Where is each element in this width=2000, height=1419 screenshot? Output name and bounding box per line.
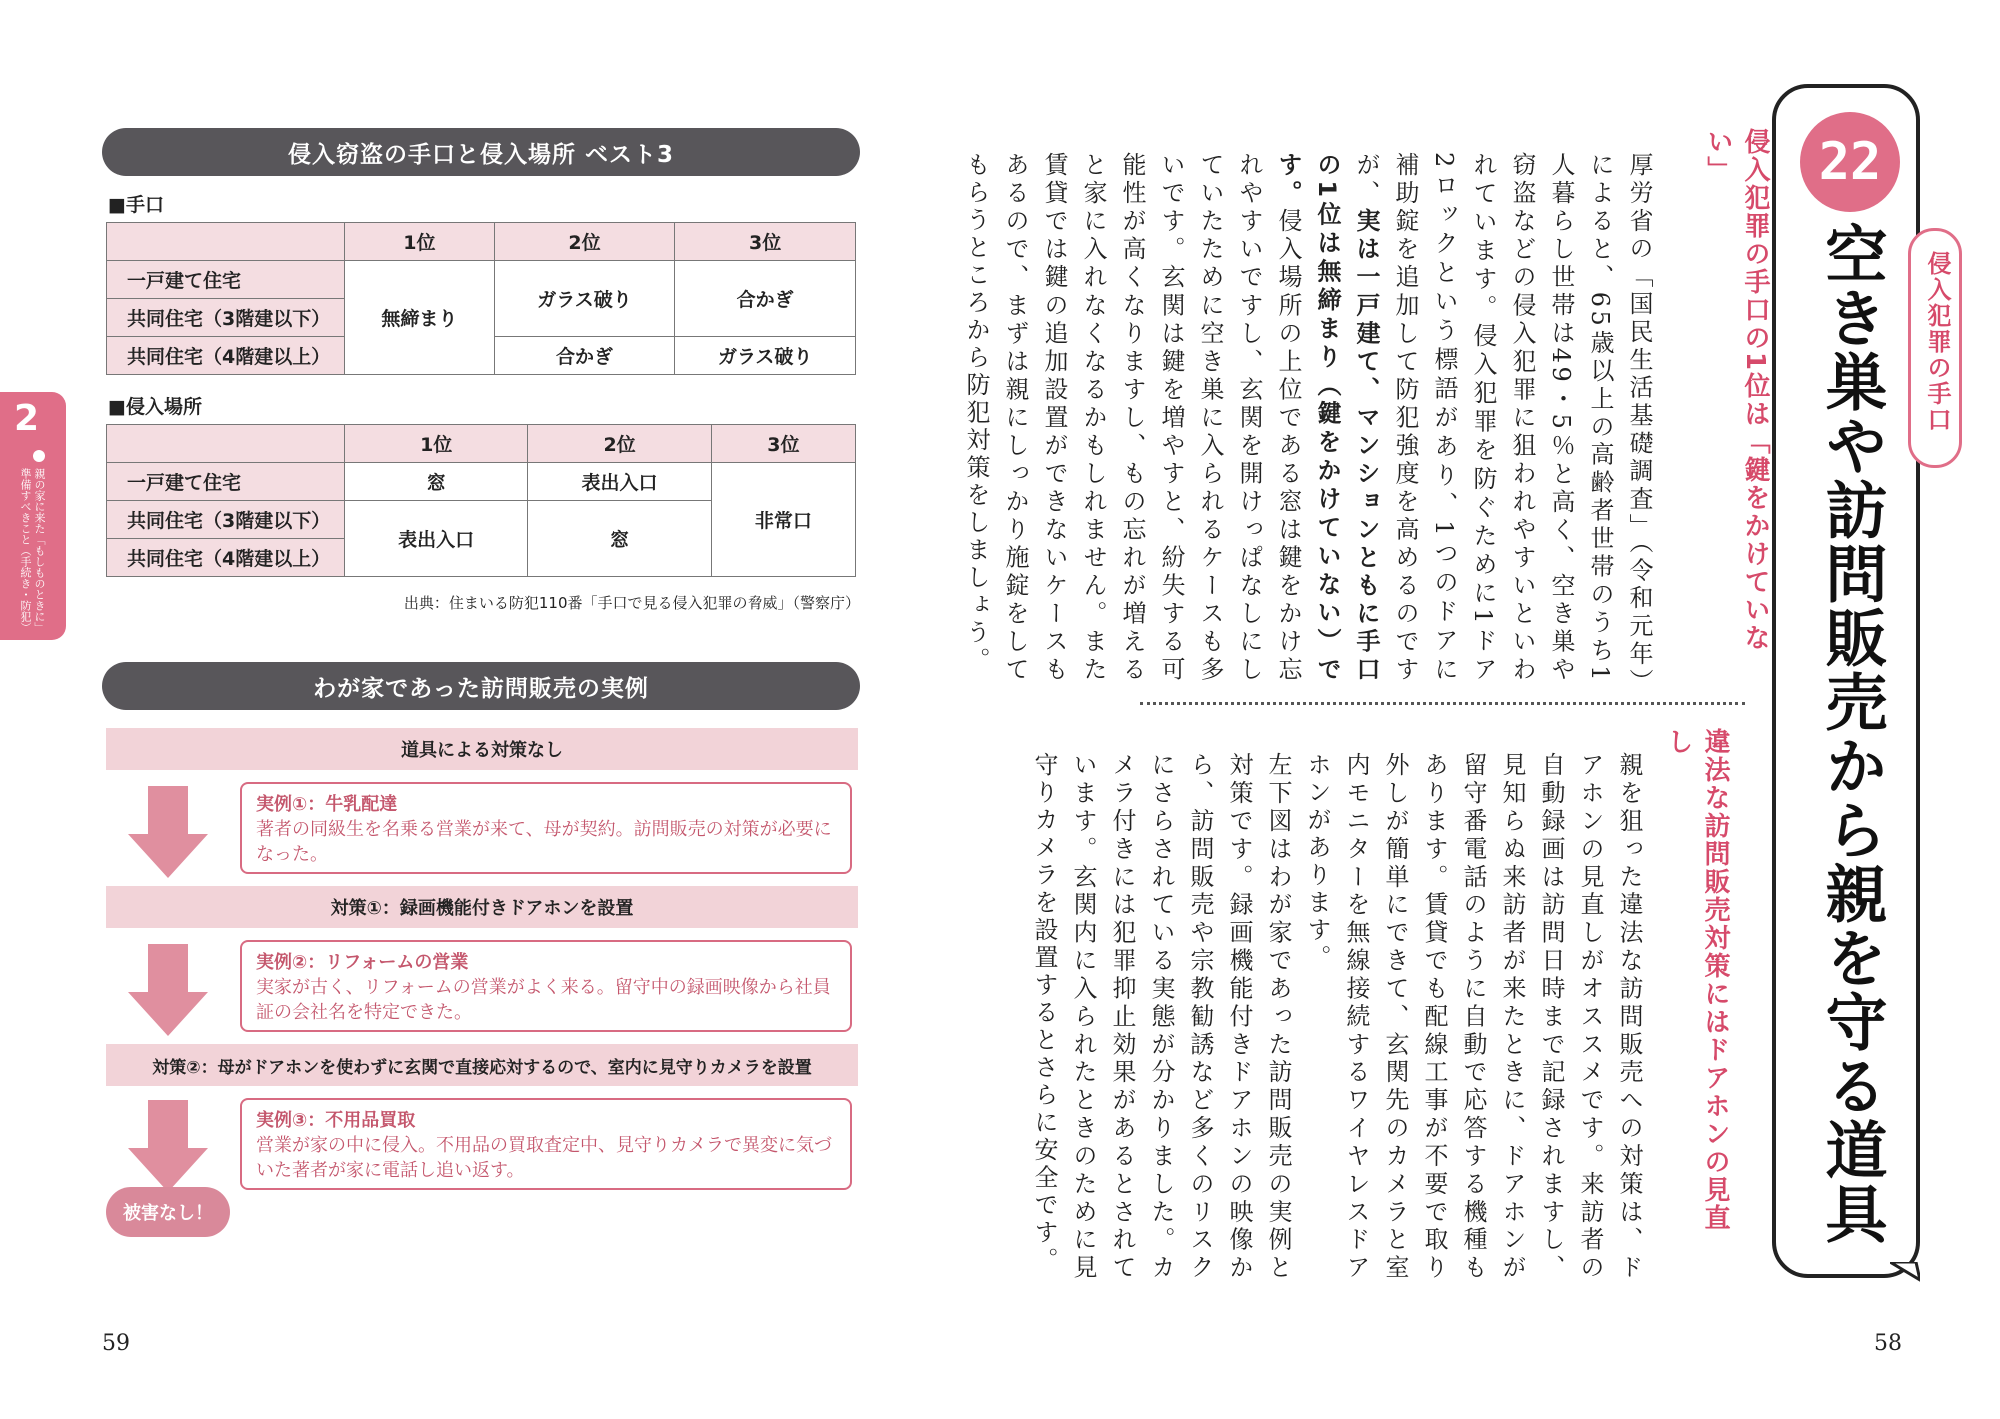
paragraph-3: 左下図はわが家であった訪問販売の実例と対策です。録画機能付きドアホンの映像から、訪問販売や宗教勧誘など多くのリスクにさらされている実態が分かりました。カメラ付きには犯罪抑止効果があるとされています。玄関内に入られたときのために見守りカメラを設置するとさらに安全です。 bbox=[1030, 752, 1292, 1282]
cell: 表出入口 bbox=[528, 463, 711, 501]
cell: 合かぎ bbox=[675, 261, 856, 337]
source-citation: 出典：住まいる防犯110番「手口で見る侵入犯罪の脅威」（警察庁） bbox=[403, 594, 860, 612]
cell: 窓 bbox=[345, 463, 528, 501]
case-title: 実例②：リフォームの営業 bbox=[256, 952, 469, 973]
chapter-number: 2 bbox=[14, 398, 40, 439]
down-arrow-icon bbox=[128, 1100, 208, 1192]
heading-1: 侵入犯罪の手口の1位は「鍵をかけていない」 bbox=[1703, 128, 1770, 653]
cell: 無締まり bbox=[345, 261, 495, 375]
chapter-dot-icon bbox=[33, 450, 45, 462]
cell: ガラス破り bbox=[675, 337, 856, 375]
down-arrow-icon bbox=[128, 786, 208, 878]
row-label: 共同住宅（4階建以上） bbox=[107, 539, 345, 577]
cell: 窓 bbox=[528, 501, 711, 577]
paragraph-1c: 侵入場所の上位である窓は鍵をかけ忘れやすいですし、玄関を開けっぱなしにしていたために空き巣に入られるケースも多いです。玄関は鍵を増やすと、紛失する可能性が高くなりますし、もの忘れが増えると家に入れなくなるかもしれません。また賃貸では鍵の追加設置ができないケースもあるので、まずは親にしっかり施錠をしてもらうところから防犯対策をしましょう。 bbox=[962, 152, 1302, 685]
case-box bbox=[240, 940, 852, 1032]
title-box-tail-icon bbox=[1890, 1262, 1920, 1282]
table-corner bbox=[107, 223, 345, 261]
category-tag-label: 侵入犯罪の手口 bbox=[1923, 251, 1951, 433]
cell: ガラス破り bbox=[494, 261, 675, 337]
table-corner bbox=[107, 425, 345, 463]
chapter-side-tab bbox=[0, 392, 66, 640]
down-arrow-icon bbox=[128, 944, 208, 1036]
step-bar: 道具による対策なし bbox=[106, 728, 858, 770]
body-text-2 bbox=[1030, 752, 1648, 1282]
header-rank-2: 2位 bbox=[528, 425, 711, 463]
header-rank-1: 1位 bbox=[345, 425, 528, 463]
step-bar: 対策②：母がドアホンを使わずに玄関で直接応対するので、室内に見守りカメラを設置 bbox=[106, 1044, 858, 1086]
table1-title-bar: 侵入窃盗の手口と侵入場所 ベスト3 bbox=[102, 128, 860, 176]
heading-2: 違法な訪問販売対策にはドアホンの見直し bbox=[1663, 728, 1730, 1232]
row-label: 一戸建て住宅 bbox=[107, 463, 345, 501]
table1-subtitle: ■手口 bbox=[108, 194, 164, 216]
page-title: 空き巣や訪問販売から親を守る道具 bbox=[1815, 222, 1888, 1246]
result-badge: 被害なし！ bbox=[106, 1187, 230, 1237]
cell: 非常口 bbox=[711, 463, 855, 577]
row-label: 一戸建て住宅 bbox=[107, 261, 345, 299]
header-rank-1: 1位 bbox=[345, 223, 495, 261]
case-body: 営業が家の中に侵入。不用品の買取査定中、見守りカメラで異変に気づいた著者が家に電話し追い返す。 bbox=[256, 1135, 832, 1181]
case-box bbox=[240, 782, 852, 874]
header-rank-2: 2位 bbox=[494, 223, 675, 261]
page-number-right: 58 bbox=[1874, 1331, 1902, 1356]
case-box bbox=[240, 1098, 852, 1190]
category-tag bbox=[1908, 228, 1962, 468]
section2-title-bar: わが家であった訪問販売の実例 bbox=[102, 662, 860, 710]
chapter-title: 親の家に来た「もしものときに」準備すべきこと（手続き・防犯） bbox=[19, 468, 46, 633]
entry-point-ranking-table bbox=[106, 424, 856, 577]
page-number-left: 59 bbox=[102, 1331, 130, 1356]
paragraph-2: 親を狙った違法な訪問販売への対策は、ドアホンの見直しがオススメです。来訪者の自動録画は訪問日時まで記録されますし、見知らぬ来訪者が来たときに、ドアホンが留守番電話のように自動で応答する機種もあります。賃貸でも配線工事が不要で取り外しが簡単にできて、玄関先のカメラと室内モニターを無線接続するワイヤレスドアホンがあります。 bbox=[1303, 752, 1643, 1282]
header-rank-3: 3位 bbox=[711, 425, 855, 463]
table2-subtitle: ■侵入場所 bbox=[108, 396, 202, 418]
cell: 合かぎ bbox=[494, 337, 675, 375]
method-ranking-table bbox=[106, 222, 856, 375]
body-text-1 bbox=[962, 152, 1658, 685]
section-divider bbox=[1140, 702, 1745, 705]
row-label: 共同住宅（4階建以上） bbox=[107, 337, 345, 375]
case-body: 著者の同級生を名乗る営業が来て、母が契約。訪問販売の対策が必要になった。 bbox=[256, 819, 832, 865]
row-label: 共同住宅（3階建以下） bbox=[107, 501, 345, 539]
cell: 表出入口 bbox=[345, 501, 528, 577]
chapter-number-badge: 22 bbox=[1800, 112, 1900, 212]
case-title: 実例①：牛乳配達 bbox=[256, 794, 398, 815]
header-rank-3: 3位 bbox=[675, 223, 856, 261]
paragraph-1b-bold: 実は一戸建て、マンションともに手口の1位は無締まり（鍵をかけていない）です。 bbox=[1274, 152, 1380, 685]
case-title: 実例③：不用品買取 bbox=[256, 1110, 416, 1131]
row-label: 共同住宅（3階建以下） bbox=[107, 299, 345, 337]
step-bar: 対策①：録画機能付きドアホンを設置 bbox=[106, 886, 858, 928]
paragraph-1a: 厚労省の「国民生活基礎調査」（令和元年）によると、65歳以上の高齢者世帯のうち1人暮らし世帯は49・5％と高く、空き巣や窃盗などの侵入犯罪に狙われやすいといわれています。侵入犯罪を防ぐために1ドア2ロックという標語があり、1つのドアに補助錠を追加して防犯強度を高めるのですが、 bbox=[1352, 152, 1653, 684]
case-body: 実家が古く、リフォームの営業がよく来る。留守中の録画映像から社員証の会社名を特定できた。 bbox=[256, 977, 831, 1023]
